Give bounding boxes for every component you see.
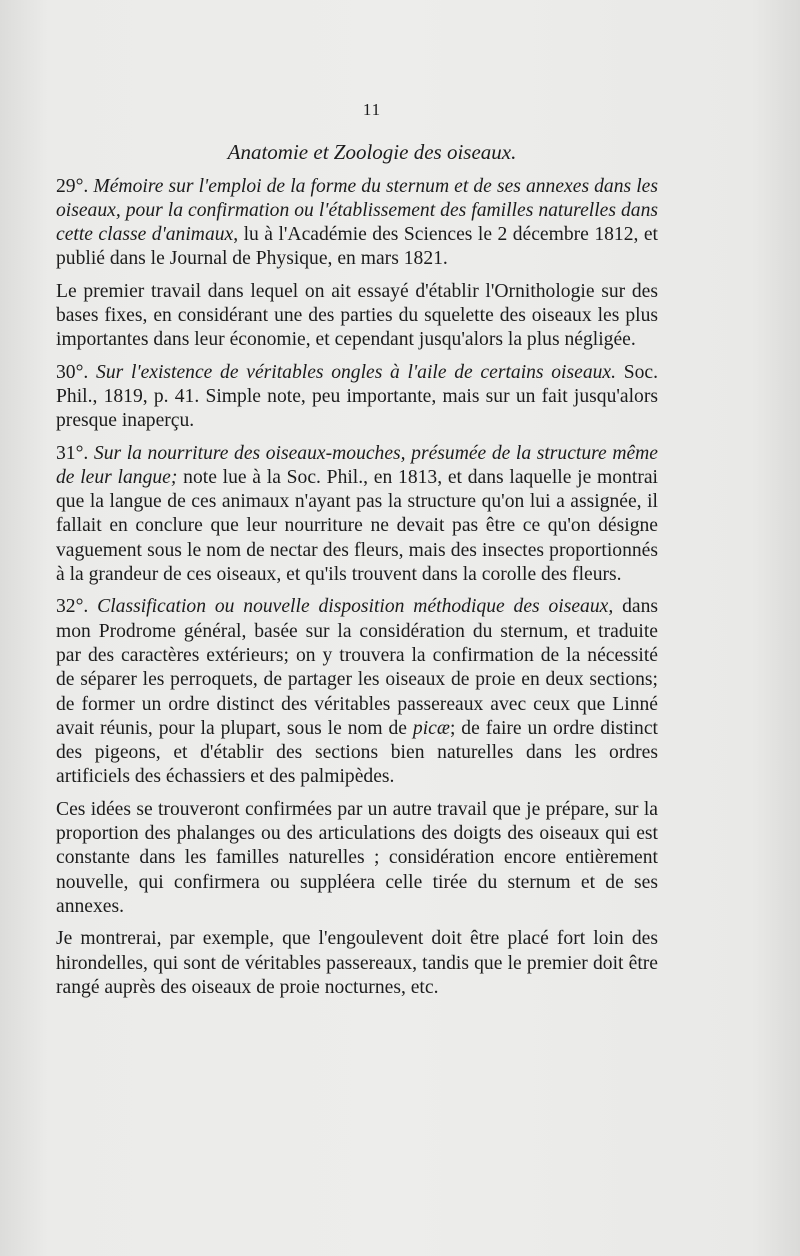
paragraph-engoulevent: Je montrerai, par exemple, que l'engoulevent doit être placé fort loin des hirondelles, qui sont de véritables passereaux, tandis que le premier doit être rangé auprès des oiseaux de proie nocturnes, etc. <box>56 928 658 998</box>
entry-body: , lu à l'Académie des Sciences le 2 décembre 1812, et publié dans le Journal de Physique, en mars 1821. <box>56 224 658 270</box>
entry-italic-term: picæ <box>412 717 450 739</box>
entry-31 <box>56 442 658 588</box>
paragraph-ornithology: Le premier travail dans lequel on ait essayé d'établir l'Ornithologie sur des bases fixes, en considérant une des parties du squelette des oiseaux les plus importantes dans leur économie, et cependant jusqu'alors la plus négligée. <box>56 280 658 351</box>
section-title: Anatomie et Zoologie des oiseaux. <box>227 140 517 165</box>
entry-body: note lue à la Soc. Phil., en 1813, et dans laquelle je montrai que la langue de ces animaux n'ayant pas la structure qu'on lui a assignée, il fallait en conclure que leur nourriture ne devait pas être ce qu'on désigne vaguement sous le nom de nectar des fleurs, mais des insectes proportionnés à la grandeur de ces oiseaux, et qu'ils trouvent dans la corolle des fleurs. <box>56 466 658 586</box>
entry-body: ; de faire un ordre distinct des pigeons, et d'établir des sections bien naturelles dans les ordres artificiels des échassiers et des palmipèdes. <box>56 717 658 788</box>
entry-29 <box>56 175 658 272</box>
entry-title: Sur l'existence de véritables ongles à l'aile de certains oiseaux. <box>96 361 617 383</box>
entry-number: 31°. <box>56 442 94 464</box>
entry-number: 29°. <box>56 175 94 197</box>
entry-number: 30°. <box>56 361 97 383</box>
text-block <box>56 98 658 1008</box>
page-number: 11 <box>362 100 382 119</box>
entry-title: Classification ou nouvelle disposition méthodique des oiseaux, <box>97 596 614 618</box>
entry-32 <box>56 595 658 789</box>
entry-body: Soc. Phil., 1819, p. 41. Simple note, peu importante, mais sur un fait jusqu'alors presque inaperçu. <box>56 361 658 432</box>
entry-30 <box>56 361 658 434</box>
entry-title: Sur la nourriture des oiseaux-mouches, présumée de la structure même de leur langue; <box>56 442 659 488</box>
entry-title: Mémoire sur l'emploi de la forme du sternum et de ses annexes dans les oiseaux, pour la confirmation ou l'établissement des familles naturelles dans cette classe d'animaux <box>56 175 658 246</box>
entry-body: dans mon Prodrome général, basée sur la considération du sternum, et traduite par des caractères extérieurs; on y trouvera la confirmation de la nécessité de séparer les perroquets, de partager les oiseaux de proie en deux sections; de former un ordre distinct des véritables passereaux avec ceux que Linné avait réunis, pour la plupart, sous le nom de <box>56 596 658 739</box>
paragraph-phalanges: Ces idées se trouveront confirmées par un autre travail que je prépare, sur la proportion des phalanges ou des articulations des doigts des oiseaux qui est constante dans les familles naturelles ; considération encore entièrement nouvelle, qui confirmera ou suppléera celle tirée du sternum et de ses annexes. <box>56 798 658 917</box>
entry-number: 32°. <box>56 596 98 618</box>
